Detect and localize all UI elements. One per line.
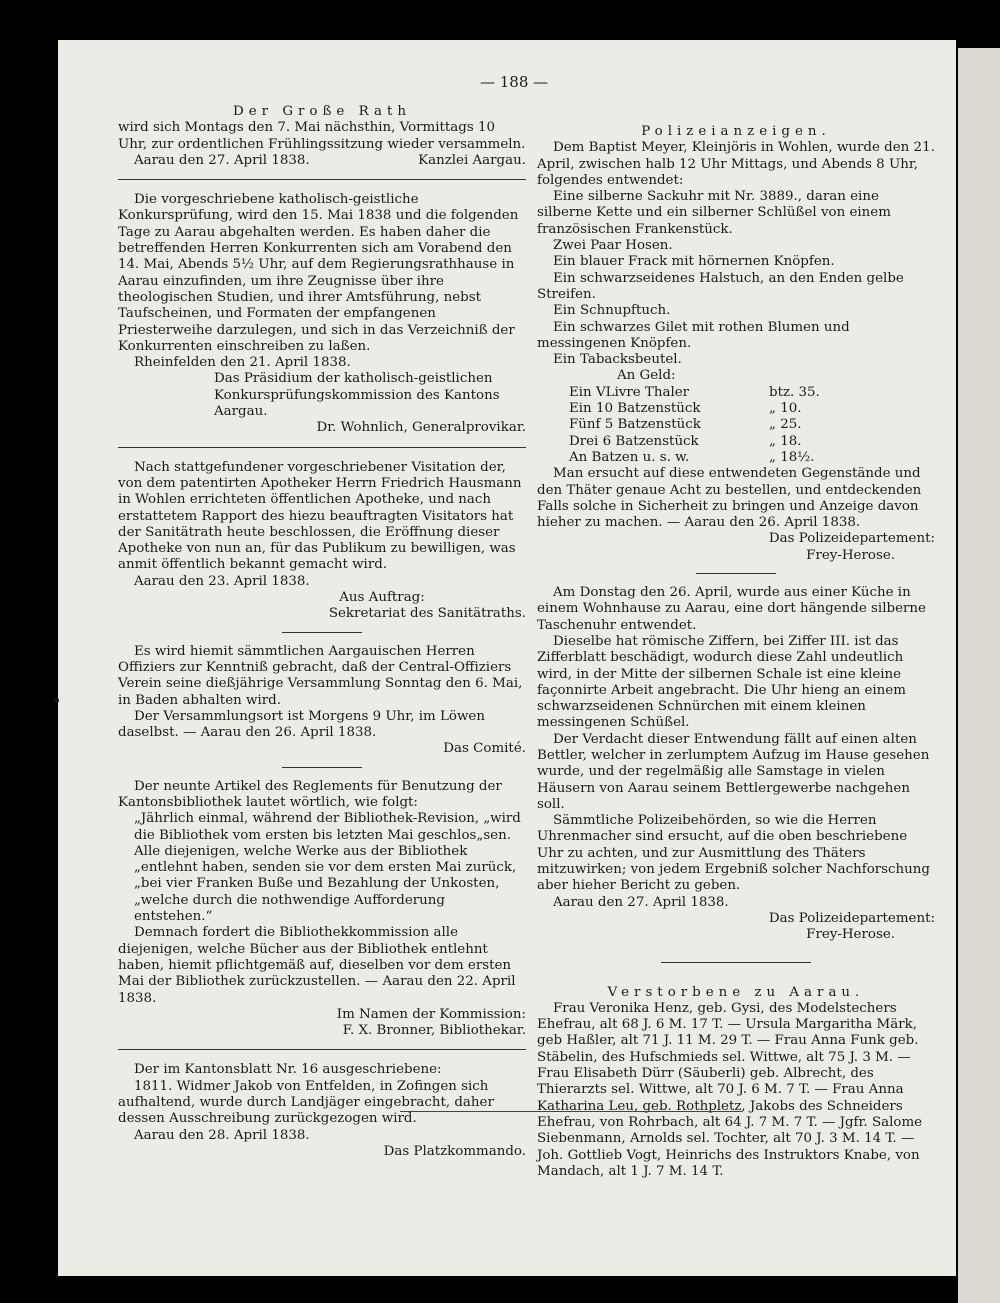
money-value: btz. 35. bbox=[769, 384, 820, 400]
money-value: „ 18½. bbox=[769, 449, 815, 465]
separator bbox=[282, 767, 362, 768]
stolen-item: Ein schwarzseidenes Halstuch, an den Enden gelbe Streifen. bbox=[537, 270, 904, 302]
uhr-place: Aarau den 27. April 1838. bbox=[553, 894, 729, 910]
next-page-edge bbox=[958, 48, 1000, 1303]
money-value: „ 10. bbox=[769, 401, 802, 417]
uhr-text-4: Sämmtliche Polizeibehörden, so wie die Herren Uhrenmacher sind ersucht, auf die oben beschriebene Uhr zu achten, und zur Ausmittlung des Thäters mitzuwirken; von jedem Ergebniß solcher Nachforschung aber hieher Bericht zu geben. bbox=[537, 813, 930, 894]
offiziers-sign: Das Comité. bbox=[443, 741, 526, 757]
uhr-sign-name: Frey-Herose. bbox=[806, 927, 895, 943]
polizei-title: Polizeianzeigen. bbox=[641, 124, 831, 139]
money-label: Ein VLivre Thaler bbox=[569, 384, 690, 400]
stolen-item: Zwei Paar Hosen. bbox=[553, 238, 673, 254]
offiziers-text-2: Der Versammlungsort ist Morgens 9 Uhr, im Löwen daselbst. — Aarau den 26. April 1838. bbox=[118, 708, 485, 741]
left-column bbox=[118, 104, 526, 1160]
separator bbox=[118, 179, 526, 180]
polizei-sign: Das Polizeidepartement: bbox=[768, 531, 935, 547]
rath-text: wird sich Montags den 7. Mai nächsthin, Vormittags 10 Uhr, zur ordentlichen Frühlingssitzung wieder versammeln. bbox=[118, 120, 526, 152]
rath-place: Aarau den 27. April 1838. bbox=[134, 152, 310, 168]
verst-title: Verstorbene zu Aarau. bbox=[607, 984, 865, 1000]
money-label: Drei 6 Batzenstück bbox=[569, 433, 699, 449]
apotheke-place: Aarau den 23. April 1838. bbox=[134, 573, 310, 589]
uhr-text: Am Donstag den 26. April, wurde aus einer Küche in einem Wohnhause zu Aarau, eine dort hängende silberne Taschenuhr entwendet. bbox=[537, 585, 926, 633]
apotheke-text: Nach stattgefundener vorgeschriebener Visitation der, von dem patentirten Apotheker Herrn Friedrich Hausmann in Wohlen errichteten öffentlichen Apotheke, und nach erstattetem Rapport des hiezu beauftragten Visitators hat der Sanitätrath heute beschlossen, die Eröffnung dieser Apotheke von nun an, für das Publikum zu bewilligen, was anmit öffentlich bekannt gemacht wird. bbox=[118, 459, 522, 573]
rath-title: Der Große Rath bbox=[233, 104, 411, 119]
rath-sign: Kanzlei Aargau. bbox=[418, 152, 526, 168]
money-table bbox=[569, 385, 935, 466]
apotheke-sign-office: Sekretariat des Sanitätraths. bbox=[328, 606, 526, 622]
ink-dot bbox=[54, 698, 59, 703]
money-label: Fünf 5 Batzenstück bbox=[569, 417, 701, 433]
biblio-sign-name: F. X. Bronner, Bibliothekar. bbox=[342, 1023, 526, 1039]
separator bbox=[661, 962, 811, 963]
kantons-text-2: 1811. Widmer Jakob von Entfelden, in Zofingen sich aufhaltend, wurde durch Landjäger eingebracht, daher dessen Ausschreibung zurückgezogen wird. bbox=[118, 1078, 494, 1127]
biblio-sign: Im Namen der Kommission: bbox=[336, 1006, 526, 1022]
stolen-item: Eine silberne Sackuhr mit Nr. 3889., daran eine silberne Kette und ein silberner Schlüßel von einem französischen Frankenstück. bbox=[537, 189, 891, 237]
offiziers-text: Es wird hiemit sämmtlichen Aargauischen Herren Offiziers zur Kenntniß gebracht, daß der Central-Offiziers Verein seine dießjährige Versammlung Sonntag den 6. Mai, in Baden abhalten wird. bbox=[118, 643, 523, 708]
uhr-text-3: Der Verdacht dieser Entwendung fällt auf einen alten Bettler, welcher in zerlumptem Aufzug im Hause gesehen wurde, und der regelmäßig alle Samstage in vielen Häusern von Aarau seinem Bettlergewerbe nachgehen soll. bbox=[537, 731, 930, 812]
polizei-text-2: Man ersucht auf diese entwendeten Gegenstände und den Thäter genaue Acht zu bestellen, und entdeckenden Falls solche in Sicherheit zu bringen und Anzeige davon hieher zu machen. — Aarau den 26. April 1838. bbox=[537, 466, 922, 531]
konkurs-place: Rheinfelden den 21. April 1838. bbox=[134, 355, 351, 371]
separator bbox=[696, 573, 776, 574]
stolen-item: Ein Schnupftuch. bbox=[553, 303, 671, 319]
right-column bbox=[537, 124, 935, 1180]
money-value: „ 25. bbox=[769, 417, 802, 433]
polizei-sign-name: Frey-Herose. bbox=[806, 547, 895, 563]
stolen-item: Ein schwarzes Gilet mit rothen Blumen und messingenen Knöpfen. bbox=[537, 319, 850, 351]
kantons-text: Der im Kantonsblatt Nr. 16 ausgeschriebene: bbox=[134, 1062, 442, 1078]
verst-text: Frau Veronika Henz, geb. Gysi, des Modelstechers Ehefrau, alt 68 J. 6 M. 17 T. — Ursula Margaritha Märk, geb Haßler, alt 71 J. 11 M. 29 T. — Frau Anna Funk geb. Stäbelin, des Hufschmieds sel. Wittwe, alt 75 J. 3 M. — Frau Elisabeth Dürr (Säuberli) geb. Albrecht, des Thierarzts sel. Wittwe, alt 70 J. 6 M. 7 T. — Frau Anna Katharina Leu, geb. Rothpletz, Jakobs des Schneiders Ehefrau, von Rohrbach, alt 64 J. 7 M. 7 T. — Jgfr. Salome Siebenmann, Arnolds sel. Tochter, alt 70 J. 3 M. 14 T. — Joh. Gottlieb Vogt, Heinrichs des Instruktors Knabe, von Mandach, alt 1 J. 7 M. 14 T. bbox=[537, 1000, 923, 1179]
separator bbox=[118, 1049, 526, 1050]
konkurs-text: Die vorgeschriebene katholisch-geistliche Konkursprüfung, wird den 15. Mai 1838 und die folgenden Tage zu Aarau abgehalten werden. Es haben daher die betreffenden Herren Konkurrenten sich am Vorabend den 14. Mai, Abends 5½ Uhr, auf dem Regierungsrathhause in Aarau einzufinden, um ihre Zeugnisse über ihre theologischen Studien, und ihrer Amtsführung, nebst Taufscheinen, und Formaten der empfangenen Priesterweihe darzulegen, und sich in das Verzeichniß der Konkurrenten einschreiben zu laßen. bbox=[118, 192, 519, 354]
money-label: An Batzen u. s. w. bbox=[569, 449, 690, 465]
kantons-place: Aarau den 28. April 1838. bbox=[134, 1127, 310, 1143]
biblio-quote: „Jährlich einmal, während der Bibliothek-Revision, „wird die Bibliothek vom ersten bis letzten Mai geschlos„sen. Alle diejenigen, welche Werke aus der Bibliothek „entlehnt haben, senden sie vor dem ersten Mai zurück, „bei vier Franken Buße und Bezahlung der Unkosten, „welche durch die nothwendige Aufforderung entstehen.“ bbox=[134, 811, 521, 925]
stolen-item: Ein blauer Frack mit hörnernen Knöpfen. bbox=[553, 254, 835, 270]
stolen-item: Ein Tabacksbeutel. bbox=[553, 352, 682, 368]
apotheke-sign: Aus Auftrag: bbox=[339, 590, 425, 606]
biblio-text-2: Demnach fordert die Bibliothekkommission alle diejenigen, welche Bücher aus der Bibliothek entlehnt haben, hiemit pflichtgemäß auf, dieselben vor dem ersten Mai der Bibliothek zurückzustellen. — Aarau den 22. April 1838. bbox=[118, 925, 516, 1006]
separator bbox=[118, 447, 526, 448]
uhr-sign: Das Polizeidepartement: bbox=[768, 910, 935, 926]
stolen-money-label: An Geld: bbox=[617, 368, 676, 384]
uhr-text-2: Dieselbe hat römische Ziffern, bei Ziffer III. ist das Zifferblatt beschädigt, wodurch diese Zahl undeutlich wird, in der Mitte der silbernen Schale ist eine kleine façonnirte Arbeit angebracht. Die Uhr hieng an einem schwarzseidenen Schnürchen mit einem kleinen messingenen Schüßel. bbox=[537, 633, 906, 731]
konkurs-sign-name: Dr. Wohnlich, Generalprovikar. bbox=[316, 420, 526, 436]
biblio-text: Der neunte Artikel des Reglements für Benutzung der Kantonsbibliothek lautet wörtlich, wie folgt: bbox=[118, 778, 502, 810]
rath-footer bbox=[118, 153, 526, 169]
separator bbox=[282, 632, 362, 633]
money-value: „ 18. bbox=[769, 433, 802, 449]
konkurs-sign: Das Präsidium der katholisch-geistlichen Konkursprüfungskommission des Kantons Aargau. bbox=[214, 371, 500, 420]
kantons-sign: Das Platzkommando. bbox=[383, 1143, 526, 1159]
money-label: Ein 10 Batzenstück bbox=[569, 401, 701, 417]
polizei-text: Dem Baptist Meyer, Kleinjöris in Wohlen, wurde den 21. April, zwischen halb 12 Uhr Mittags, und Abends 8 Uhr, folgendes entwendet: bbox=[537, 140, 935, 188]
page-number: — 188 — bbox=[480, 73, 549, 91]
bottom-rule bbox=[400, 1111, 742, 1112]
